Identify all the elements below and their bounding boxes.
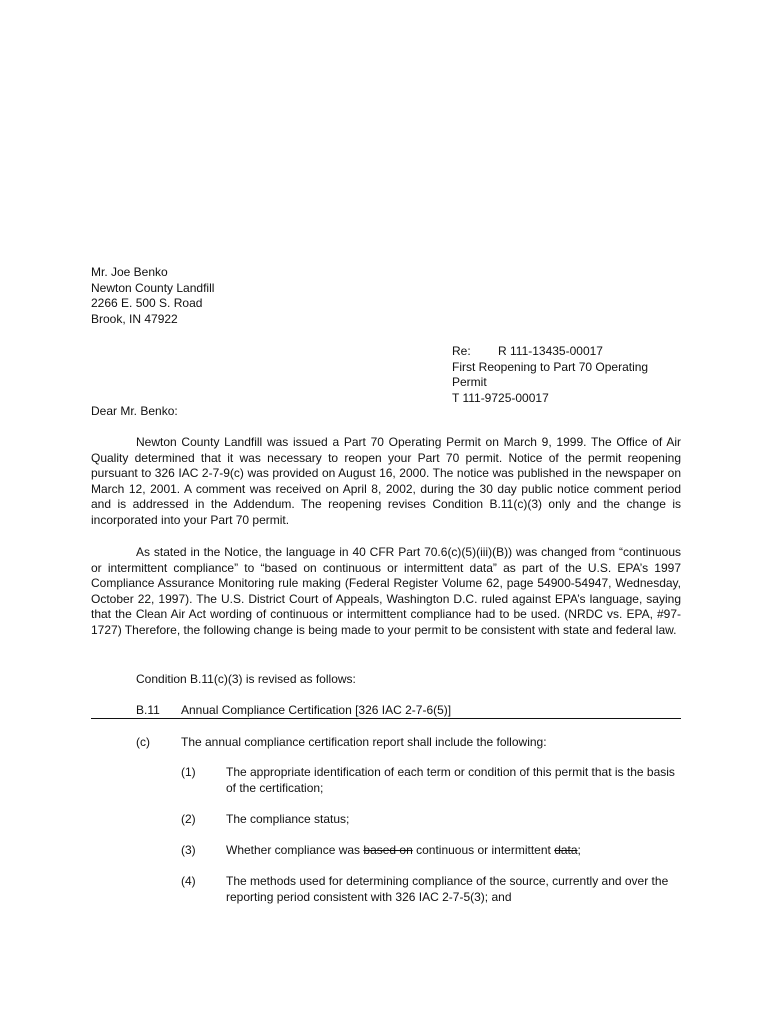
subitem-4-text: The methods used for determining compliance of the source, currently and over the reporting period consistent with 326 IAC 2-7-5(3); and: [226, 874, 669, 904]
paragraph-2: [91, 545, 681, 638]
subitem-3-text-pre: Whether compliance was: [226, 843, 364, 857]
recipient-name: Mr. Joe Benko: [91, 265, 168, 279]
subitem-1-number: (1): [181, 765, 196, 779]
re-t-number: T 111-9725-00017: [452, 390, 549, 405]
subitem-4-number: (4): [181, 874, 196, 888]
paragraph-2-text: As stated in the Notice, the language in 40 CFR Part 70.6(c)(5)(iii)(B)) was changed from “continuous or intermittent compliance” to “based on continuous or intermittent data” as part of the U.S. EPA’s 1997 Compliance Assurance Monitoring rule making (Federal Register Volume 62, page 54900-54947, Wednesday, October 22, 1997). The U.S. District Court of Appeals, Washington D.C. ruled against EPA’s language, saying that the Clean Air Act wording of continuous or intermittent compliance had to be used. (NRDC vs. EPA, #97-1727) Therefore, the following change is being made to your permit to be consistent with state and federal law.: [91, 545, 681, 637]
subitem-3-text-post: ;: [577, 843, 581, 857]
subitem-3-text: [226, 843, 681, 859]
condition-intro: Condition B.11(c)(3) is revised as follows:: [136, 672, 356, 686]
re-block: [452, 344, 682, 406]
section-number: B.11: [136, 703, 160, 717]
subitem-2-number: (2): [181, 812, 196, 826]
subitem-3-text-mid: continuous or intermittent: [412, 843, 555, 857]
subitem-2-text: The compliance status;: [226, 812, 350, 826]
paragraph-1-text: Newton County Landfill was issued a Part 70 Operating Permit on March 9, 1999. The Office of Air Quality determined that it was necessary to reopen your Part 70 permit. Notice of the permit reopening pursuant to 326 IAC 2-7-9(c) was provided on August 16, 2000. The notice was published in the newspaper on March 12, 2001. A comment was received on April 8, 2002, during the 30 day public notice comment period and is addressed in the Addendum. The reopening revises Condition B.11(c)(3) only and the change is incorporated into your Part 70 permit.: [91, 435, 681, 527]
recipient-org: Newton County Landfill: [91, 280, 215, 295]
subitem-3-number: (3): [181, 843, 196, 857]
re-label: Re:: [452, 344, 471, 358]
section-heading: [91, 703, 681, 719]
re-permit-number: R 111-13435-00017: [498, 344, 603, 358]
recipient-address: [91, 265, 214, 327]
subitem-3-struck-based-on: based on: [363, 843, 413, 857]
item-c-text: The annual compliance certification report shall include the following:: [181, 735, 547, 749]
recipient-street: 2266 E. 500 S. Road: [91, 296, 203, 310]
salutation: Dear Mr. Benko:: [91, 404, 178, 418]
paragraph-1: [91, 435, 681, 528]
subitem-1-text: The appropriate identification of each term or condition of this permit that is the basis of the certification;: [226, 765, 675, 795]
re-subject-line1: First Reopening to Part 70 Operating: [452, 359, 649, 374]
section-title: Annual Compliance Certification [326 IAC 2-7-6(5)]: [181, 703, 452, 717]
item-c-number: (c): [136, 735, 150, 749]
recipient-city: Brook, IN 47922: [91, 311, 178, 326]
subitem-3-struck-data: data: [554, 843, 578, 857]
re-subject-line2: Permit: [452, 375, 487, 389]
